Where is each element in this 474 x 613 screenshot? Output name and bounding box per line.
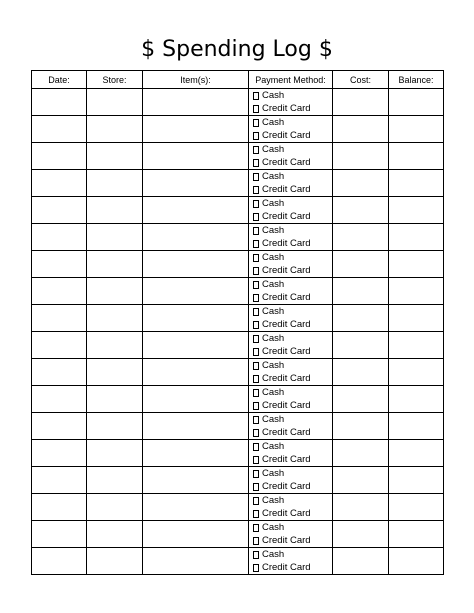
items-cell[interactable]: [143, 143, 249, 170]
credit-card-option[interactable]: [253, 291, 332, 304]
cash-option[interactable]: [253, 251, 332, 264]
credit-card-option[interactable]: [253, 507, 332, 520]
credit-card-label: Credit Card: [262, 454, 311, 465]
items-cell[interactable]: [143, 224, 249, 251]
balance-cell[interactable]: [389, 251, 444, 278]
date-cell[interactable]: [32, 359, 87, 386]
date-cell[interactable]: [32, 89, 87, 116]
credit-card-label: Credit Card: [262, 346, 311, 357]
cost-cell[interactable]: [333, 386, 389, 413]
cost-cell[interactable]: [333, 197, 389, 224]
cost-cell[interactable]: [333, 278, 389, 305]
cash-label: Cash: [262, 495, 285, 506]
items-header: Item(s):: [143, 71, 249, 89]
payment-method-cell: [249, 224, 333, 251]
table-row: [32, 332, 444, 359]
credit-card-label: Credit Card: [262, 157, 311, 168]
table-row: [32, 251, 444, 278]
checkbox-icon[interactable]: [253, 294, 259, 302]
cost-cell[interactable]: [333, 251, 389, 278]
cash-label: Cash: [262, 333, 285, 344]
checkbox-icon[interactable]: [253, 240, 259, 248]
payment-method-cell: [249, 116, 333, 143]
checkbox-icon[interactable]: [253, 456, 259, 464]
payment-method-cell: [249, 143, 333, 170]
table-row: [32, 548, 444, 575]
checkbox-icon[interactable]: [253, 564, 259, 572]
credit-card-label: Credit Card: [262, 319, 311, 330]
checkbox-icon[interactable]: [253, 551, 259, 559]
credit-card-option[interactable]: [253, 372, 332, 385]
checkbox-icon[interactable]: [253, 308, 259, 316]
cost-cell[interactable]: [333, 359, 389, 386]
table-row: [32, 278, 444, 305]
cash-label: Cash: [262, 387, 285, 398]
balance-cell[interactable]: [389, 170, 444, 197]
checkbox-icon[interactable]: [253, 348, 259, 356]
payment-method-cell: [249, 89, 333, 116]
cash-label: Cash: [262, 171, 285, 182]
checkbox-icon[interactable]: [253, 497, 259, 505]
cash-label: Cash: [262, 306, 285, 317]
credit-card-label: Credit Card: [262, 373, 311, 384]
credit-card-option[interactable]: [253, 480, 332, 493]
header-row: [32, 71, 444, 89]
credit-card-label: Credit Card: [262, 535, 311, 546]
table-row: [32, 170, 444, 197]
checkbox-icon[interactable]: [253, 281, 259, 289]
items-cell[interactable]: [143, 413, 249, 440]
date-cell[interactable]: [32, 332, 87, 359]
cash-option[interactable]: [253, 89, 332, 102]
cash-label: Cash: [262, 198, 285, 209]
items-cell[interactable]: [143, 548, 249, 575]
credit-card-label: Credit Card: [262, 427, 311, 438]
date-cell[interactable]: [32, 440, 87, 467]
credit-card-label: Credit Card: [262, 265, 311, 276]
payment-method-cell: [249, 548, 333, 575]
payment-method-cell: [249, 359, 333, 386]
date-cell[interactable]: [32, 143, 87, 170]
store-cell[interactable]: [87, 89, 143, 116]
checkbox-icon[interactable]: [253, 416, 259, 424]
table-row: [32, 494, 444, 521]
cost-cell[interactable]: [333, 224, 389, 251]
balance-cell[interactable]: [389, 305, 444, 332]
cash-label: Cash: [262, 522, 285, 533]
store-cell[interactable]: [87, 521, 143, 548]
cash-label: Cash: [262, 549, 285, 560]
items-cell[interactable]: [143, 440, 249, 467]
checkbox-icon[interactable]: [253, 159, 259, 167]
credit-card-option[interactable]: [253, 534, 332, 547]
cash-label: Cash: [262, 90, 285, 101]
cost-cell[interactable]: [333, 170, 389, 197]
store-cell[interactable]: [87, 278, 143, 305]
table-row: [32, 386, 444, 413]
credit-card-option[interactable]: [253, 237, 332, 250]
payment-method-cell: [249, 413, 333, 440]
credit-card-label: Credit Card: [262, 400, 311, 411]
credit-card-option[interactable]: [253, 129, 332, 142]
items-cell[interactable]: [143, 467, 249, 494]
cash-option[interactable]: [253, 278, 332, 291]
balance-header: Balance:: [389, 71, 444, 89]
cash-label: Cash: [262, 225, 285, 236]
payment-method-cell: [249, 332, 333, 359]
checkbox-icon[interactable]: [253, 227, 259, 235]
date-cell[interactable]: [32, 413, 87, 440]
store-cell[interactable]: [87, 224, 143, 251]
cost-cell[interactable]: [333, 467, 389, 494]
table-row: [32, 143, 444, 170]
cash-option[interactable]: [253, 305, 332, 318]
store-cell[interactable]: [87, 494, 143, 521]
date-cell[interactable]: [32, 224, 87, 251]
checkbox-icon[interactable]: [253, 186, 259, 194]
store-cell[interactable]: [87, 197, 143, 224]
balance-cell[interactable]: [389, 440, 444, 467]
cash-label: Cash: [262, 360, 285, 371]
date-cell[interactable]: [32, 170, 87, 197]
items-cell[interactable]: [143, 332, 249, 359]
table-row: [32, 521, 444, 548]
checkbox-icon[interactable]: [253, 375, 259, 383]
date-cell[interactable]: [32, 197, 87, 224]
store-cell[interactable]: [87, 386, 143, 413]
credit-card-label: Credit Card: [262, 481, 311, 492]
table-row: [32, 359, 444, 386]
checkbox-icon[interactable]: [253, 213, 259, 221]
cost-cell[interactable]: [333, 413, 389, 440]
checkbox-icon[interactable]: [253, 119, 259, 127]
credit-card-option[interactable]: [253, 102, 332, 115]
balance-cell[interactable]: [389, 278, 444, 305]
payment-method-header: Payment Method:: [249, 71, 333, 89]
store-cell[interactable]: [87, 548, 143, 575]
checkbox-icon[interactable]: [253, 92, 259, 100]
cost-cell[interactable]: [333, 521, 389, 548]
balance-cell[interactable]: [389, 494, 444, 521]
cash-option[interactable]: [253, 386, 332, 399]
date-cell[interactable]: [32, 116, 87, 143]
cost-cell[interactable]: [333, 548, 389, 575]
payment-method-cell: [249, 440, 333, 467]
cash-label: Cash: [262, 144, 285, 155]
credit-card-option[interactable]: [253, 399, 332, 412]
payment-method-cell: [249, 251, 333, 278]
table-row: [32, 305, 444, 332]
cash-label: Cash: [262, 117, 285, 128]
cost-cell[interactable]: [333, 89, 389, 116]
items-cell[interactable]: [143, 494, 249, 521]
credit-card-option[interactable]: [253, 156, 332, 169]
cash-option[interactable]: [253, 197, 332, 210]
cost-cell[interactable]: [333, 143, 389, 170]
date-cell[interactable]: [32, 548, 87, 575]
credit-card-option[interactable]: [253, 453, 332, 466]
checkbox-icon[interactable]: [253, 200, 259, 208]
cash-label: Cash: [262, 279, 285, 290]
checkbox-icon[interactable]: [253, 105, 259, 113]
items-cell[interactable]: [143, 278, 249, 305]
balance-cell[interactable]: [389, 332, 444, 359]
payment-method-cell: [249, 521, 333, 548]
balance-cell[interactable]: [389, 467, 444, 494]
items-cell[interactable]: [143, 359, 249, 386]
checkbox-icon[interactable]: [253, 402, 259, 410]
date-cell[interactable]: [32, 467, 87, 494]
balance-cell[interactable]: [389, 116, 444, 143]
cost-cell[interactable]: [333, 494, 389, 521]
credit-card-option[interactable]: [253, 318, 332, 331]
table-row: [32, 224, 444, 251]
date-cell[interactable]: [32, 278, 87, 305]
credit-card-label: Credit Card: [262, 562, 311, 573]
credit-card-option[interactable]: [253, 345, 332, 358]
store-cell[interactable]: [87, 332, 143, 359]
credit-card-label: Credit Card: [262, 130, 311, 141]
balance-cell[interactable]: [389, 548, 444, 575]
items-cell[interactable]: [143, 197, 249, 224]
table-row: [32, 467, 444, 494]
checkbox-icon[interactable]: [253, 537, 259, 545]
cash-option[interactable]: [253, 170, 332, 183]
cash-option[interactable]: [253, 332, 332, 345]
payment-method-cell: [249, 494, 333, 521]
credit-card-label: Credit Card: [262, 103, 311, 114]
checkbox-icon[interactable]: [253, 254, 259, 262]
store-cell[interactable]: [87, 143, 143, 170]
payment-method-cell: [249, 386, 333, 413]
balance-cell[interactable]: [389, 386, 444, 413]
cash-label: Cash: [262, 468, 285, 479]
cost-cell[interactable]: [333, 305, 389, 332]
items-cell[interactable]: [143, 116, 249, 143]
credit-card-label: Credit Card: [262, 508, 311, 519]
spending-log-table: [31, 70, 444, 575]
cash-option[interactable]: [253, 467, 332, 480]
checkbox-icon[interactable]: [253, 362, 259, 370]
cost-cell[interactable]: [333, 440, 389, 467]
cash-option[interactable]: [253, 224, 332, 237]
store-cell[interactable]: [87, 359, 143, 386]
items-cell[interactable]: [143, 170, 249, 197]
checkbox-icon[interactable]: [253, 321, 259, 329]
cash-option[interactable]: [253, 143, 332, 156]
checkbox-icon[interactable]: [253, 389, 259, 397]
checkbox-icon[interactable]: [253, 146, 259, 154]
date-cell[interactable]: [32, 521, 87, 548]
balance-cell[interactable]: [389, 143, 444, 170]
table-row: [32, 440, 444, 467]
balance-cell[interactable]: [389, 197, 444, 224]
cash-option[interactable]: [253, 521, 332, 534]
date-cell[interactable]: [32, 494, 87, 521]
cash-label: Cash: [262, 414, 285, 425]
store-cell[interactable]: [87, 170, 143, 197]
cash-label: Cash: [262, 441, 285, 452]
checkbox-icon[interactable]: [253, 483, 259, 491]
items-cell[interactable]: [143, 305, 249, 332]
credit-card-label: Credit Card: [262, 211, 311, 222]
balance-cell[interactable]: [389, 359, 444, 386]
credit-card-option[interactable]: [253, 183, 332, 196]
checkbox-icon[interactable]: [253, 132, 259, 140]
credit-card-label: Credit Card: [262, 238, 311, 249]
cash-option[interactable]: [253, 548, 332, 561]
cost-cell[interactable]: [333, 116, 389, 143]
payment-method-cell: [249, 278, 333, 305]
checkbox-icon[interactable]: [253, 267, 259, 275]
log-body: [32, 89, 444, 575]
balance-cell[interactable]: [389, 89, 444, 116]
store-cell[interactable]: [87, 467, 143, 494]
payment-method-cell: [249, 170, 333, 197]
credit-card-option[interactable]: [253, 561, 332, 574]
balance-cell[interactable]: [389, 224, 444, 251]
balance-cell[interactable]: [389, 521, 444, 548]
credit-card-label: Credit Card: [262, 184, 311, 195]
checkbox-icon[interactable]: [253, 443, 259, 451]
date-cell[interactable]: [32, 251, 87, 278]
store-header: Store:: [87, 71, 143, 89]
cost-header: Cost:: [333, 71, 389, 89]
checkbox-icon[interactable]: [253, 470, 259, 478]
items-cell[interactable]: [143, 251, 249, 278]
items-cell[interactable]: [143, 521, 249, 548]
cash-option[interactable]: [253, 116, 332, 129]
cash-option[interactable]: [253, 494, 332, 507]
payment-method-cell: [249, 467, 333, 494]
credit-card-option[interactable]: [253, 264, 332, 277]
checkbox-icon[interactable]: [253, 524, 259, 532]
table-row: [32, 116, 444, 143]
store-cell[interactable]: [87, 116, 143, 143]
store-cell[interactable]: [87, 305, 143, 332]
page-title: $ Spending Log $: [141, 37, 333, 62]
table-row: [32, 413, 444, 440]
items-cell[interactable]: [143, 386, 249, 413]
checkbox-icon[interactable]: [253, 510, 259, 518]
cost-cell[interactable]: [333, 332, 389, 359]
checkbox-icon[interactable]: [253, 173, 259, 181]
balance-cell[interactable]: [389, 413, 444, 440]
date-cell[interactable]: [32, 386, 87, 413]
credit-card-label: Credit Card: [262, 292, 311, 303]
store-cell[interactable]: [87, 251, 143, 278]
date-header: Date:: [32, 71, 87, 89]
checkbox-icon[interactable]: [253, 429, 259, 437]
table-row: [32, 197, 444, 224]
payment-method-cell: [249, 197, 333, 224]
cash-option[interactable]: [253, 359, 332, 372]
credit-card-option[interactable]: [253, 210, 332, 223]
items-cell[interactable]: [143, 89, 249, 116]
store-cell[interactable]: [87, 440, 143, 467]
payment-method-cell: [249, 305, 333, 332]
credit-card-option[interactable]: [253, 426, 332, 439]
cash-option[interactable]: [253, 440, 332, 453]
checkbox-icon[interactable]: [253, 335, 259, 343]
table-row: [32, 89, 444, 116]
date-cell[interactable]: [32, 305, 87, 332]
cash-option[interactable]: [253, 413, 332, 426]
store-cell[interactable]: [87, 413, 143, 440]
cash-label: Cash: [262, 252, 285, 263]
